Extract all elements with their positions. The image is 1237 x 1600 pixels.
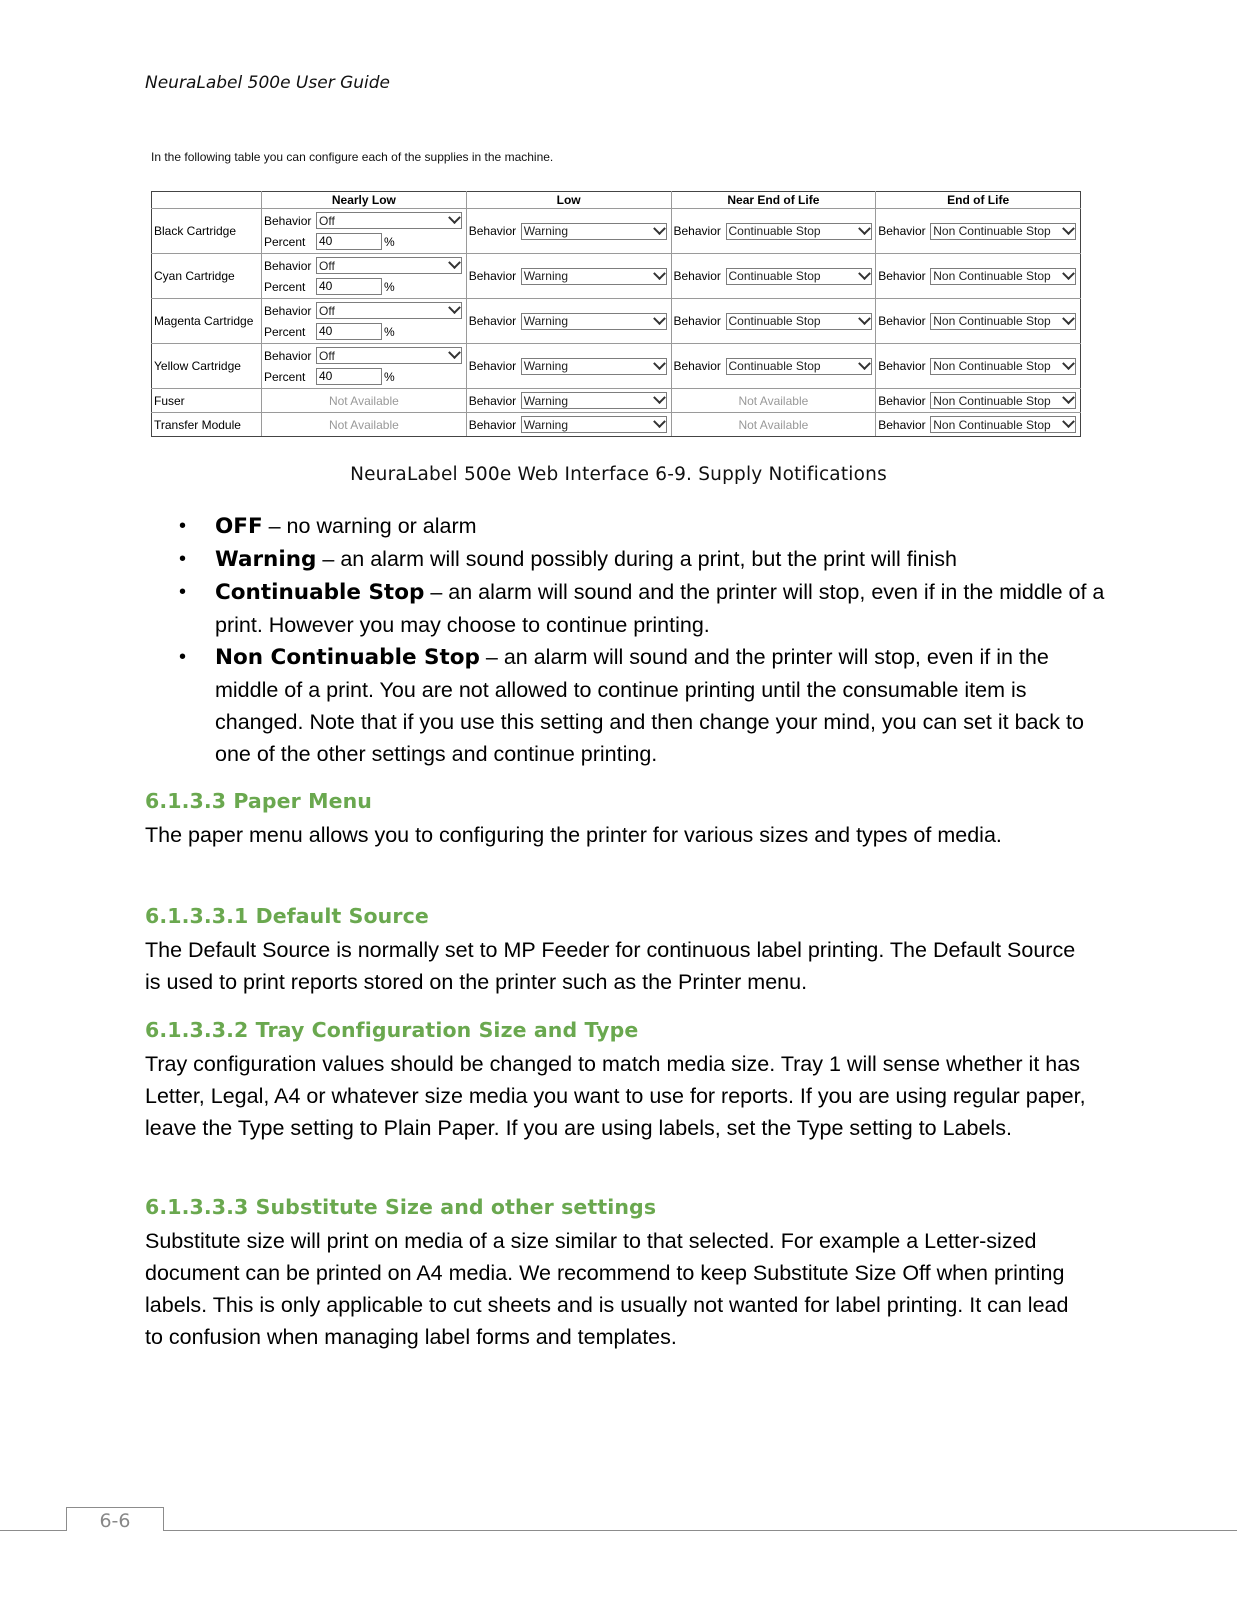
percent-sign: % <box>384 234 395 249</box>
nearly-low-behavior-select[interactable] <box>316 347 462 364</box>
behavior-label: Behavior <box>878 417 926 432</box>
chevron-down-icon <box>1062 416 1075 428</box>
chevron-down-icon <box>653 416 666 428</box>
percent-label: Percent <box>264 369 306 384</box>
low-cell <box>466 254 671 299</box>
select-value: Non Continuable Stop <box>933 269 1051 283</box>
supply-name: Transfer Module <box>152 413 262 437</box>
nearly-low-behavior-select[interactable] <box>316 212 462 229</box>
chevron-down-icon <box>653 313 666 325</box>
select-value: Off <box>319 303 335 318</box>
nearly-low-behavior-select[interactable] <box>316 302 462 319</box>
end-of-life-cell <box>876 344 1081 389</box>
select-value: Continuable Stop <box>728 269 821 283</box>
supply-row <box>152 209 1081 254</box>
section-body: The Default Source is normally set to MP Feeder for continuous label printing. The Default Source is used to print reports stored on the printer such as the Printer menu. <box>145 938 1076 994</box>
chevron-down-icon <box>1062 268 1075 280</box>
header-blank <box>152 192 262 209</box>
end-of-life-behavior-select[interactable] <box>930 268 1076 285</box>
nearly-low-percent-input[interactable]: 40 <box>316 368 382 385</box>
definition-item <box>215 543 1105 576</box>
near-end-behavior-select[interactable] <box>726 223 872 240</box>
select-value: Warning <box>523 269 568 283</box>
behavior-label: Behavior <box>673 314 721 328</box>
supply-row <box>152 254 1081 299</box>
behavior-label: Behavior <box>264 303 312 318</box>
low-cell <box>466 299 671 344</box>
chevron-down-icon <box>448 347 461 359</box>
behavior-definitions <box>145 510 1105 770</box>
select-value: Non Continuable Stop <box>933 224 1051 238</box>
end-of-life-cell <box>876 299 1081 344</box>
supply-name: Fuser <box>152 389 262 413</box>
low-behavior-select[interactable] <box>521 416 667 433</box>
behavior-label: Behavior <box>264 348 312 363</box>
page-number: 6-6 <box>66 1507 164 1531</box>
select-value: Off <box>319 213 335 228</box>
near-end-cell <box>671 254 876 299</box>
select-value: Non Continuable Stop <box>933 359 1051 373</box>
near-end-behavior-select[interactable] <box>726 358 872 375</box>
nearly-low-not-available: Not Available <box>262 389 467 413</box>
chevron-down-icon <box>858 223 871 235</box>
low-behavior-select[interactable] <box>521 358 667 375</box>
end-of-life-cell <box>876 254 1081 299</box>
low-behavior-select[interactable] <box>521 313 667 330</box>
screenshot-intro: In the following table you can configure each of the supplies in the machine. <box>151 150 554 164</box>
definition-item <box>215 641 1105 770</box>
supply-row <box>152 389 1081 413</box>
end-of-life-behavior-select[interactable] <box>930 313 1076 330</box>
select-value: Non Continuable Stop <box>933 314 1051 328</box>
section-body: Tray configuration values should be changed to match media size. Tray 1 will sense whether it has Letter, Legal, A4 or whatever size media you want to use for reports. If you are using regular paper, leave the Type setting to Plain Paper. If you are using labels, set the Type setting to Labels. <box>145 1052 1086 1140</box>
near-end-behavior-select[interactable] <box>726 313 872 330</box>
near-end-behavior-select[interactable] <box>726 268 872 285</box>
end-of-life-cell <box>876 389 1081 413</box>
behavior-label: Behavior <box>673 269 721 283</box>
chevron-down-icon <box>448 302 461 314</box>
end-of-life-behavior-select[interactable] <box>930 223 1076 240</box>
low-cell <box>466 413 671 437</box>
behavior-label: Behavior <box>468 359 517 373</box>
behavior-label: Behavior <box>468 393 517 408</box>
percent-label: Percent <box>264 324 306 339</box>
behavior-label: Behavior <box>673 359 721 373</box>
definition-item <box>215 510 1105 543</box>
select-value: Off <box>319 258 335 273</box>
nearly-low-percent-input[interactable]: 40 <box>316 323 382 340</box>
definition-item <box>215 576 1105 641</box>
end-of-life-cell <box>876 413 1081 437</box>
percent-sign: % <box>384 279 395 294</box>
section-heading: 6.1.3.3.2 Tray Configuration Size and Type <box>145 1018 639 1042</box>
select-value: Continuable Stop <box>728 224 821 238</box>
behavior-label: Behavior <box>468 314 517 328</box>
select-value: Warning <box>523 224 568 238</box>
definition-term: Warning <box>215 547 317 572</box>
definition-text: – an alarm will sound and the printer will stop, even if in the middle of a print. However you may choose to continue printing. <box>215 580 1105 637</box>
select-value: Off <box>319 348 335 363</box>
select-value: Warning <box>523 393 568 408</box>
select-value: Non Continuable Stop <box>933 417 1051 432</box>
percent-label: Percent <box>264 234 306 249</box>
chevron-down-icon <box>653 358 666 370</box>
select-value: Warning <box>523 314 568 328</box>
low-behavior-select[interactable] <box>521 223 667 240</box>
behavior-label: Behavior <box>878 359 926 373</box>
chevron-down-icon <box>653 392 666 404</box>
nearly-low-not-available: Not Available <box>262 413 467 437</box>
col-end-of-life: End of Life <box>876 192 1081 209</box>
behavior-label: Behavior <box>264 213 312 228</box>
percent-label: Percent <box>264 279 306 294</box>
near-end-not-available: Not Available <box>671 389 876 413</box>
col-near-end-of-life: Near End of Life <box>671 192 876 209</box>
nearly-low-behavior-select[interactable] <box>316 257 462 274</box>
definition-term: Non Continuable Stop <box>215 645 480 670</box>
low-behavior-select[interactable] <box>521 268 667 285</box>
definition-text: – an alarm will sound and the printer will stop, even if in the middle of a print. You are not allowed to continue printing until the consumable item is changed. Note that if you use this setting and then change your mind, you can set it back to one of the other settings and continue printing. <box>215 645 1084 766</box>
definition-term: Continuable Stop <box>215 580 425 605</box>
end-of-life-cell <box>876 209 1081 254</box>
section-body: Substitute size will print on media of a size similar to that selected. For example a Letter-sized document can be printed on A4 media. We recommend to keep Substitute Size Off when printing labels. This is only applicable to cut sheets and is usually not wanted for label printing. It can lead to confusion when managing label forms and templates. <box>145 1229 1069 1349</box>
nearly-low-percent-input[interactable]: 40 <box>316 278 382 295</box>
chevron-down-icon <box>653 268 666 280</box>
select-value: Continuable Stop <box>728 314 821 328</box>
low-behavior-select[interactable] <box>521 392 667 409</box>
definition-text: – no warning or alarm <box>262 514 477 538</box>
section-paper-menu <box>145 787 1090 851</box>
chevron-down-icon <box>653 223 666 235</box>
behavior-label: Behavior <box>468 269 517 283</box>
col-nearly-low: Nearly Low <box>262 192 467 209</box>
chevron-down-icon <box>1062 358 1075 370</box>
running-header: NeuraLabel 500e User Guide <box>145 73 391 93</box>
col-low: Low <box>466 192 671 209</box>
select-value: Continuable Stop <box>728 359 821 373</box>
behavior-label: Behavior <box>878 224 926 238</box>
end-of-life-behavior-select[interactable] <box>930 392 1076 409</box>
nearly-low-cell <box>262 209 467 254</box>
section-heading: 6.1.3.3.3 Substitute Size and other settings <box>145 1195 657 1219</box>
chevron-down-icon <box>1062 223 1075 235</box>
supply-row <box>152 344 1081 389</box>
behavior-label: Behavior <box>878 269 926 283</box>
nearly-low-cell <box>262 344 467 389</box>
supply-name: Yellow Cartridge <box>152 344 262 389</box>
select-value: Non Continuable Stop <box>933 393 1051 408</box>
nearly-low-percent-input[interactable]: 40 <box>316 233 382 250</box>
supply-row <box>152 299 1081 344</box>
end-of-life-behavior-select[interactable] <box>930 416 1076 433</box>
behavior-label: Behavior <box>878 314 926 328</box>
chevron-down-icon <box>448 257 461 269</box>
end-of-life-behavior-select[interactable] <box>930 358 1076 375</box>
nearly-low-cell <box>262 254 467 299</box>
select-value: Warning <box>523 359 568 373</box>
section-body: The paper menu allows you to configuring the printer for various sizes and types of media. <box>145 823 1002 847</box>
nearly-low-cell <box>262 299 467 344</box>
near-end-not-available: Not Available <box>671 413 876 437</box>
behavior-label: Behavior <box>468 224 517 238</box>
section-tray-configuration <box>145 1016 1090 1144</box>
section-substitute-size <box>145 1193 1090 1353</box>
footer-rule <box>0 1530 1237 1531</box>
percent-sign: % <box>384 369 395 384</box>
low-cell <box>466 344 671 389</box>
chevron-down-icon <box>1062 392 1075 404</box>
supply-row <box>152 413 1081 437</box>
chevron-down-icon <box>858 313 871 325</box>
behavior-label: Behavior <box>468 417 517 432</box>
supply-name: Magenta Cartridge <box>152 299 262 344</box>
definition-term: OFF <box>215 514 263 539</box>
section-heading: 6.1.3.3.1 Default Source <box>145 904 429 928</box>
chevron-down-icon <box>858 268 871 280</box>
select-value: Warning <box>523 417 568 432</box>
definition-text: – an alarm will sound possibly during a print, but the print will finish <box>316 547 957 571</box>
section-heading: 6.1.3.3 Paper Menu <box>145 789 372 813</box>
chevron-down-icon <box>1062 313 1075 325</box>
supply-notifications-table <box>151 191 1081 437</box>
supply-name: Cyan Cartridge <box>152 254 262 299</box>
behavior-label: Behavior <box>673 224 721 238</box>
chevron-down-icon <box>858 358 871 370</box>
behavior-label: Behavior <box>878 393 926 408</box>
chevron-down-icon <box>448 212 461 224</box>
low-cell <box>466 209 671 254</box>
near-end-cell <box>671 344 876 389</box>
percent-sign: % <box>384 324 395 339</box>
near-end-cell <box>671 209 876 254</box>
supply-name: Black Cartridge <box>152 209 262 254</box>
behavior-label: Behavior <box>264 258 312 273</box>
low-cell <box>466 389 671 413</box>
figure-caption: NeuraLabel 500e Web Interface 6-9. Supply Notifications <box>350 464 887 485</box>
near-end-cell <box>671 299 876 344</box>
section-default-source <box>145 902 1090 998</box>
